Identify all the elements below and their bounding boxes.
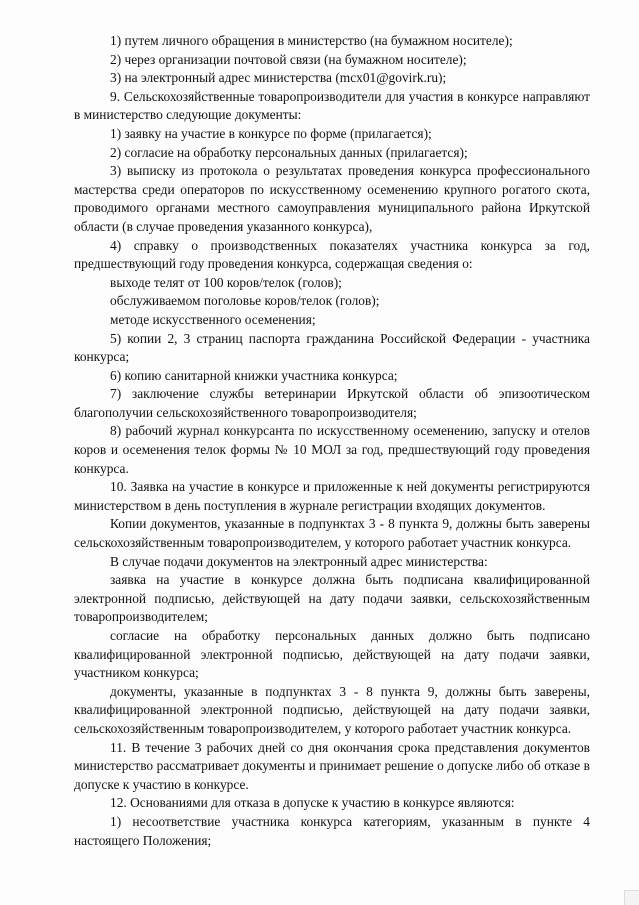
paragraph-17: Копии документов, указанные в подпунктах 3 - 8 пункта 9, должны быть заверены сельскохозяйственным товаропроизводителем, у которого работает участник конкурса. <box>74 516 590 551</box>
page-corner <box>624 890 639 905</box>
paragraph-18: В случае подачи документов на электронный адрес министерства: <box>110 553 488 569</box>
document-body <box>74 32 590 850</box>
paragraph-16: 10. Заявка на участие в конкурсе и приложенные к ней документы регистрируются министерством в день поступления в журнале регистрации входящих документов. <box>74 479 590 513</box>
paragraph-12: 5) копии 2, 3 страниц паспорта гражданина Российской Федерации - участника конкурса; <box>74 330 590 365</box>
paragraph-4: 9. Сельскохозяйственные товаропроизводители для участия в конкурсе направляют в министерство следующие документы: <box>74 88 590 123</box>
paragraph-2: 2) через организации почтовой связи (на бумажном носителе); <box>110 51 467 67</box>
paragraph-3: 3) на электронный адрес министерства (mcx01@govirk.ru); <box>110 70 447 86</box>
paragraph-13: 6) копию санитарной книжки участника конкурса; <box>110 367 398 383</box>
paragraph-15: 8) рабочий журнал конкурсанта по искусственному осеменению, запуску и отелов коров и осеменения телок формы № 10 МОЛ за год, предшествующий году проведения конкурса. <box>74 423 590 476</box>
paragraph-11: методе искусственного осеменения; <box>110 311 316 327</box>
paragraph-5: 1) заявку на участие в конкурсе по форме (прилагается); <box>110 125 432 141</box>
paragraph-22: 11. В течение 3 рабочих дней со дня окончания срока представления документов министерство рассматривает документы и принимает решение о допуске либо об отказе в допуске к участию в конкурсе. <box>74 739 590 792</box>
paragraph-24: 1) несоответствие участника конкурса категориям, указанным в пункте 4 настоящего Положения; <box>74 813 590 848</box>
paragraph-20: согласие на обработку персональных данных должно быть подписано квалифицированной электронной подписью, действующей на дату подачи заявки, участником конкурса; <box>74 628 590 681</box>
paragraph-8: 4) справку о производственных показателях участника конкурса за год, предшествующий году проведения конкурса, содержащая сведения о: <box>74 237 590 272</box>
paragraph-14: 7) заключение службы ветеринарии Иркутской области об эпизоотическом благополучии сельскохозяйственного товаропроизводителя; <box>74 386 590 420</box>
paragraph-21: документы, указанные в подпунктах 3 - 8 пункта 9, должны быть заверены, квалифицированной электронной подписью, действующей на дату подачи заявки, сельскохозяйственным товаропроизводителем, у которого работает участник конкурса. <box>74 683 590 736</box>
paragraph-6: 2) согласие на обработку персональных данных (прилагается); <box>110 144 468 160</box>
paragraph-1: 1) путем личного обращения в министерство (на бумажном носителе); <box>110 33 513 48</box>
paragraph-10: обслуживаемом поголовье коров/телок (голов); <box>110 293 380 309</box>
paragraph-23: 12. Основаниями для отказа в допуске к участию в конкурсе являются: <box>110 795 515 811</box>
paragraph-19: заявка на участие в конкурсе должна быть подписана квалифицированной электронной подписью, действующей на дату подачи заявки, сельскохозяйственным товаропроизводителем; <box>74 572 590 625</box>
paragraph-9: выходе телят от 100 коров/телок (голов); <box>110 274 342 290</box>
paragraph-7: 3) выписку из протокола о результатах проведения конкурса профессионального мастерства среди операторов по искусственному осеменению крупного рогатого скота, проводимого органами местного самоуправления муниципального района Иркутской области (в случае проведения указанного конкурса), <box>74 163 590 234</box>
